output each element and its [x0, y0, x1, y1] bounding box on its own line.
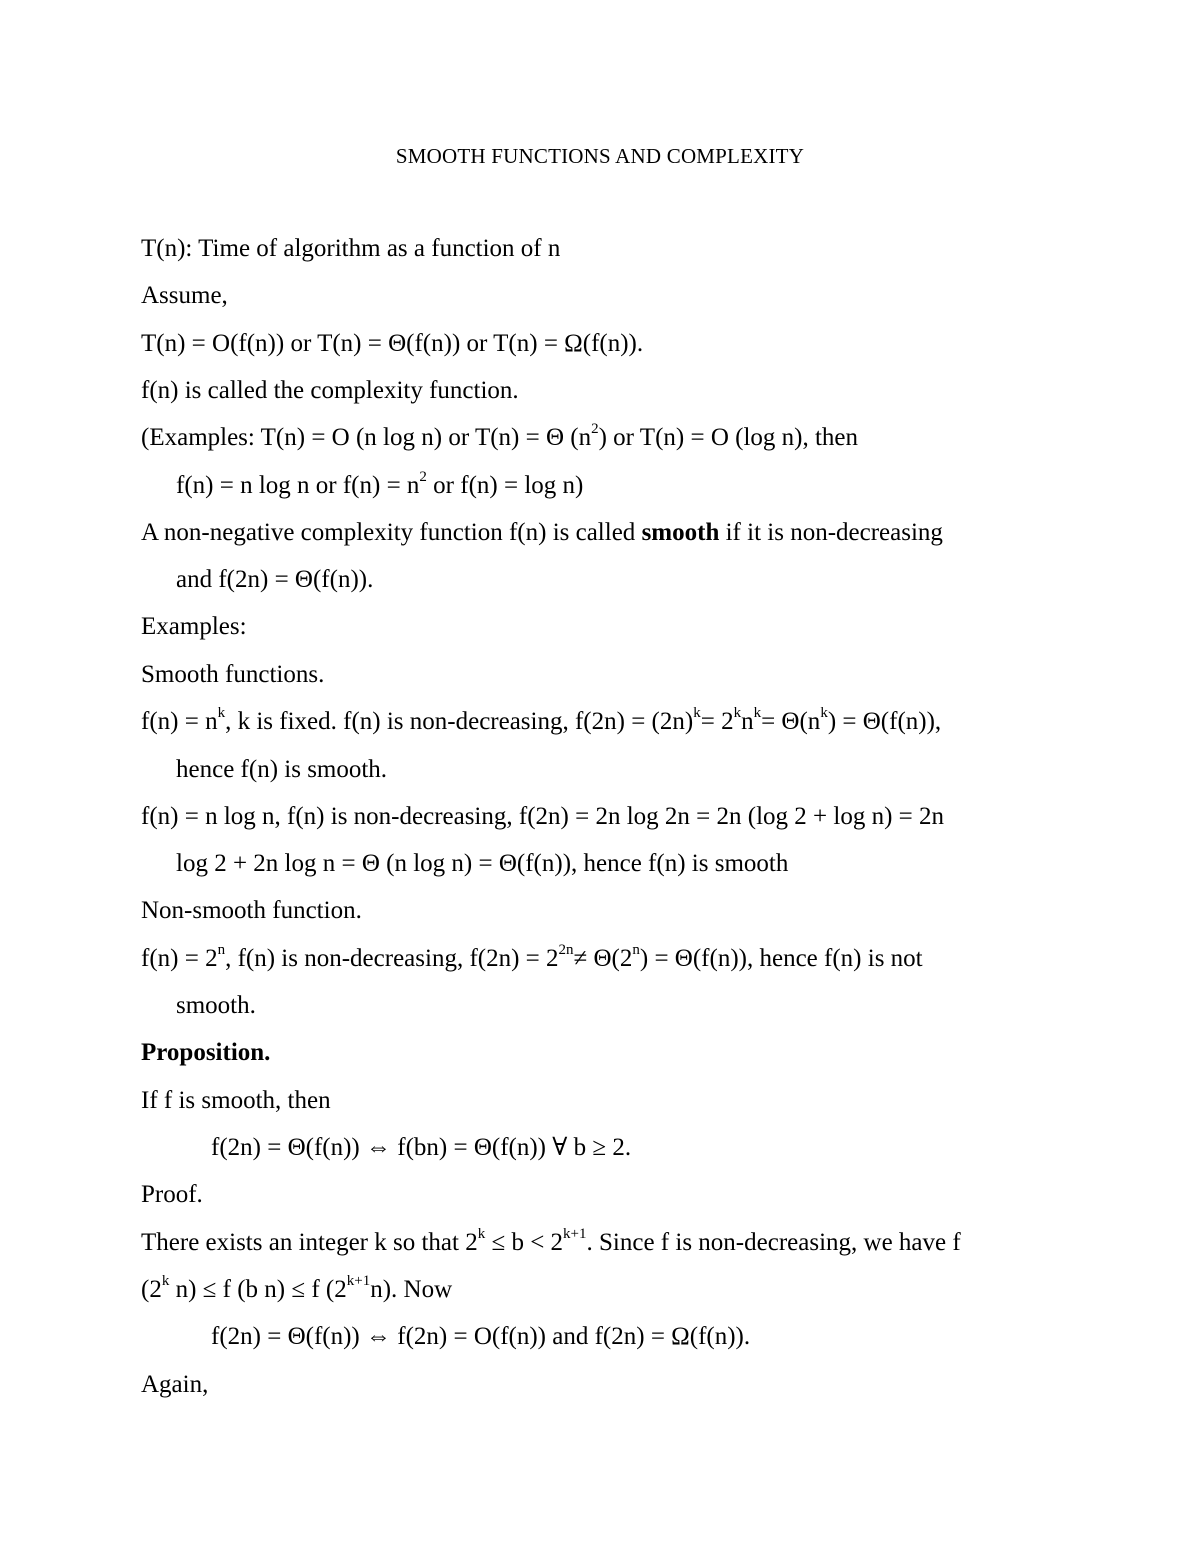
text-line	[141, 420, 859, 453]
text-line: f(2n) = Θ(f(n)) ⇔ f(bn) = Θ(f(n)) ∀ b ≥ 2.	[211, 1134, 632, 1161]
text-segment: n) ≤ f (b n) ≤ f (2	[169, 1276, 347, 1303]
text-line: Examples:	[141, 613, 247, 640]
text-line	[141, 1272, 453, 1305]
text-line: f(2n) = Θ(f(n)) ⇔ f(2n) = O(f(n)) and f(2n) = Ω(f(n)).	[211, 1323, 751, 1350]
text-line	[141, 704, 942, 737]
text-segment: n). Now	[370, 1276, 453, 1303]
text-segment: f(n) = n	[141, 708, 218, 735]
text-segment: ) or T(n) = O (log n), then	[598, 424, 859, 451]
text-segment: (Examples: T(n) = O (n log n) or T(n) = Θ (n	[141, 424, 592, 451]
text-line: f(n) is called the complexity function.	[141, 377, 519, 404]
text-segment: (2	[141, 1276, 162, 1303]
superscript: k	[753, 704, 762, 721]
text-line: Assume,	[141, 282, 228, 309]
text-line: Smooth functions.	[141, 661, 325, 688]
text-line: smooth.	[176, 992, 256, 1019]
superscript: 2	[419, 468, 427, 485]
text-segment: = 2	[700, 708, 734, 735]
text-segment: ) = Θ(f(n)), hence f(n) is not	[639, 945, 923, 972]
superscript: k	[477, 1225, 486, 1242]
text-line	[141, 1038, 270, 1068]
superscript: k	[217, 704, 226, 721]
text-segment: or f(n) = log n)	[426, 472, 584, 499]
superscript: n	[632, 941, 640, 958]
text-segment: , f(n) is non-decreasing, f(2n) = 2	[225, 945, 559, 972]
text-line: If f is smooth, then	[141, 1087, 331, 1114]
superscript: k	[161, 1272, 170, 1289]
text-line: T(n): Time of algorithm as a function of n	[141, 235, 561, 262]
superscript: k	[820, 704, 828, 721]
text-line: T(n) = O(f(n)) or T(n) = Θ(f(n)) or T(n) = Ω(f(n)).	[141, 330, 644, 357]
superscript: k	[693, 704, 701, 721]
bold-term: smooth	[641, 519, 720, 546]
text-line: Non-smooth function.	[141, 897, 362, 924]
text-line	[141, 518, 943, 548]
superscript: k+1	[346, 1272, 371, 1289]
text-segment: , k is fixed. f(n) is non-decreasing, f(2n) = (2n)	[225, 708, 694, 735]
text-segment: A non-negative complexity function f(n) is called	[141, 519, 642, 546]
text-segment: ≠ Θ(2	[573, 945, 633, 972]
text-line	[176, 468, 584, 501]
text-line	[141, 941, 923, 974]
text-line	[141, 1225, 961, 1258]
page-title: SMOOTH FUNCTIONS AND COMPLEXITY	[395, 144, 805, 168]
text-segment: ) = Θ(f(n)),	[827, 708, 942, 735]
superscript: 2	[591, 420, 599, 437]
text-segment: There exists an integer k so that 2	[141, 1229, 478, 1256]
text-line: hence f(n) is smooth.	[176, 756, 388, 783]
text-line: Again,	[141, 1371, 209, 1398]
text-line: f(n) = n log n, f(n) is non-decreasing, f(2n) = 2n log 2n = 2n (log 2 + log n) = 2n	[141, 803, 944, 830]
text-segment: f(n) = n log n or f(n) = n	[176, 472, 420, 499]
text-segment: = Θ(n	[761, 708, 821, 735]
superscript: n	[217, 941, 226, 958]
proposition-heading: Proposition.	[141, 1039, 271, 1066]
text-segment: if it is non-decreasing	[719, 519, 943, 546]
text-line: Proof.	[141, 1181, 203, 1208]
superscript: k	[733, 704, 742, 721]
text-segment: ≤ b < 2	[485, 1229, 564, 1256]
text-line: log 2 + 2n log n = Θ (n log n) = Θ(f(n)), hence f(n) is smooth	[176, 850, 789, 877]
superscript: 2n	[558, 941, 574, 958]
text-segment: n	[741, 708, 754, 735]
superscript: k+1	[563, 1225, 587, 1242]
text-segment: . Since f is non-decreasing, we have f	[586, 1229, 961, 1256]
text-line: and f(2n) = Θ(f(n)).	[176, 566, 374, 593]
text-segment: f(n) = 2	[141, 945, 218, 972]
